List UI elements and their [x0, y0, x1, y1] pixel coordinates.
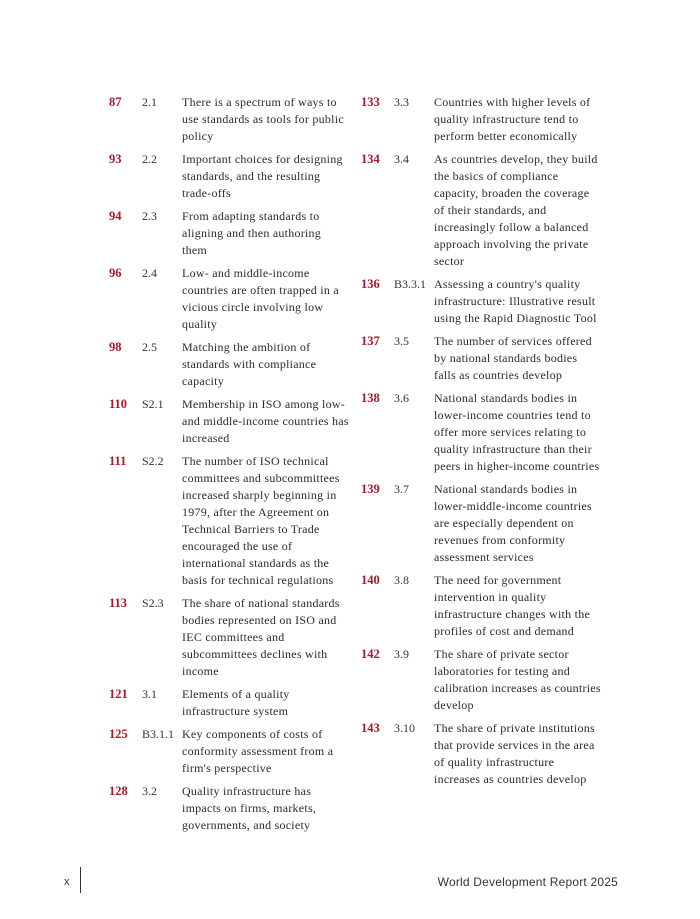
page-number: 110 [109, 397, 128, 411]
figure-number: 2.2 [142, 152, 157, 166]
figure-title: Countries with higher levels of quality infrastructure tend to perform better economically [434, 95, 591, 143]
figure-title: The number of ISO technical committees and subcommittees increased sharply beginning in 1979, after the Agreement on Technical Barriers to Trade encouraged the use of international standards as the basis for technical regulations [182, 454, 340, 587]
figure-list-left [109, 94, 349, 840]
list-item[interactable] [109, 396, 349, 447]
list-item[interactable] [361, 276, 601, 327]
list-item[interactable] [109, 265, 349, 333]
figure-title: National standards bodies in lower-income countries tend to offer more services relating to quality infrastructure than their peers in higher-income countries [434, 391, 600, 473]
figure-title: Quality infrastructure has impacts on firms, markets, governments, and society [182, 784, 317, 832]
figure-title: The number of services offered by national standards bodies falls as countries develop [434, 334, 592, 382]
page-number: 87 [109, 95, 122, 109]
figure-title: National standards bodies in lower-middle-income countries are especially dependent on revenues from conformity assessment services [434, 482, 592, 564]
figure-number: B3.3.1 [394, 277, 427, 291]
figure-number: 2.4 [142, 266, 157, 280]
page-number: 125 [109, 727, 128, 741]
figure-number: S2.3 [142, 596, 164, 610]
page-number: 94 [109, 209, 122, 223]
list-item[interactable] [361, 151, 601, 270]
figure-number: 2.1 [142, 95, 157, 109]
figure-number: 3.9 [394, 647, 409, 661]
page-number: 121 [109, 687, 128, 701]
figure-number: 3.10 [394, 721, 415, 735]
page-number: 111 [109, 454, 127, 468]
page-number: 136 [361, 277, 380, 291]
list-item[interactable] [361, 333, 601, 384]
figure-number: 2.5 [142, 340, 157, 354]
page-number: 139 [361, 482, 380, 496]
figure-title: Key components of costs of conformity assessment from a firm's perspective [182, 727, 334, 775]
page-number: 98 [109, 340, 122, 354]
figure-number: 3.2 [142, 784, 157, 798]
figure-title: Low- and middle-income countries are often trapped in a vicious circle involving low quality [182, 266, 339, 331]
figure-number: 3.5 [394, 334, 409, 348]
page-number: 134 [361, 152, 380, 166]
figure-title: Assessing a country's quality infrastructure: Illustrative result using the Rapid Diagnostic Tool [434, 277, 597, 325]
figure-number: 3.8 [394, 573, 409, 587]
page-number: 133 [361, 95, 380, 109]
list-item[interactable] [361, 390, 601, 475]
figure-list-right [361, 94, 601, 794]
page-number: 113 [109, 596, 128, 610]
figure-title: Important choices for designing standards, and the resulting trade-offs [182, 152, 343, 200]
list-item[interactable] [361, 94, 601, 145]
figure-title: The need for government intervention in quality infrastructure changes with the profiles of cost and demand [434, 573, 591, 638]
figure-title: Matching the ambition of standards with compliance capacity [182, 340, 317, 388]
list-item[interactable] [109, 453, 349, 589]
figure-title: Membership in ISO among low- and middle-income countries has increased [182, 397, 349, 445]
list-item[interactable] [109, 595, 349, 680]
page-number: 137 [361, 334, 380, 348]
footer-page-number: x [64, 876, 70, 888]
list-item[interactable] [361, 720, 601, 788]
list-item[interactable] [109, 339, 349, 390]
page-number: 143 [361, 721, 380, 735]
figure-number: S2.2 [142, 454, 164, 468]
page-number: 140 [361, 573, 380, 587]
page-number: 96 [109, 266, 122, 280]
list-item[interactable] [109, 94, 349, 145]
page-number: 142 [361, 647, 380, 661]
figure-number: 2.3 [142, 209, 157, 223]
footer-report-title: World Development Report 2025 [437, 875, 618, 889]
figure-title: The share of national standards bodies represented on ISO and IEC committees and subcommittees declines with income [182, 596, 340, 678]
list-item[interactable] [109, 151, 349, 202]
list-item[interactable] [109, 208, 349, 259]
footer-divider [80, 867, 81, 893]
page-number: 138 [361, 391, 380, 405]
list-item[interactable] [109, 686, 349, 720]
figure-title: Elements of a quality infrastructure system [182, 687, 290, 718]
figure-number: 3.1 [142, 687, 157, 701]
list-item[interactable] [109, 783, 349, 834]
figure-number: 3.6 [394, 391, 409, 405]
figure-number: 3.4 [394, 152, 409, 166]
figure-title: There is a spectrum of ways to use standards as tools for public policy [182, 95, 344, 143]
figure-title: From adapting standards to aligning and then authoring them [182, 209, 322, 257]
figure-title: The share of private sector laboratories for testing and calibration increases as countries develop [434, 647, 601, 712]
figure-number: 3.3 [394, 95, 409, 109]
figure-title: The share of private institutions that provide services in the area of quality infrastructure increases as countries develop [434, 721, 595, 786]
list-item[interactable] [361, 481, 601, 566]
list-item[interactable] [361, 646, 601, 714]
list-item[interactable] [361, 572, 601, 640]
figure-title: As countries develop, they build the basics of compliance capacity, broaden the coverage of their standards, and increasingly follow a balanced approach involving the private sector [434, 152, 598, 268]
figure-number: B3.1.1 [142, 727, 175, 741]
figure-number: 3.7 [394, 482, 409, 496]
page-number: 93 [109, 152, 122, 166]
list-item[interactable] [109, 726, 349, 777]
page-number: 128 [109, 784, 128, 798]
figure-number: S2.1 [142, 397, 164, 411]
